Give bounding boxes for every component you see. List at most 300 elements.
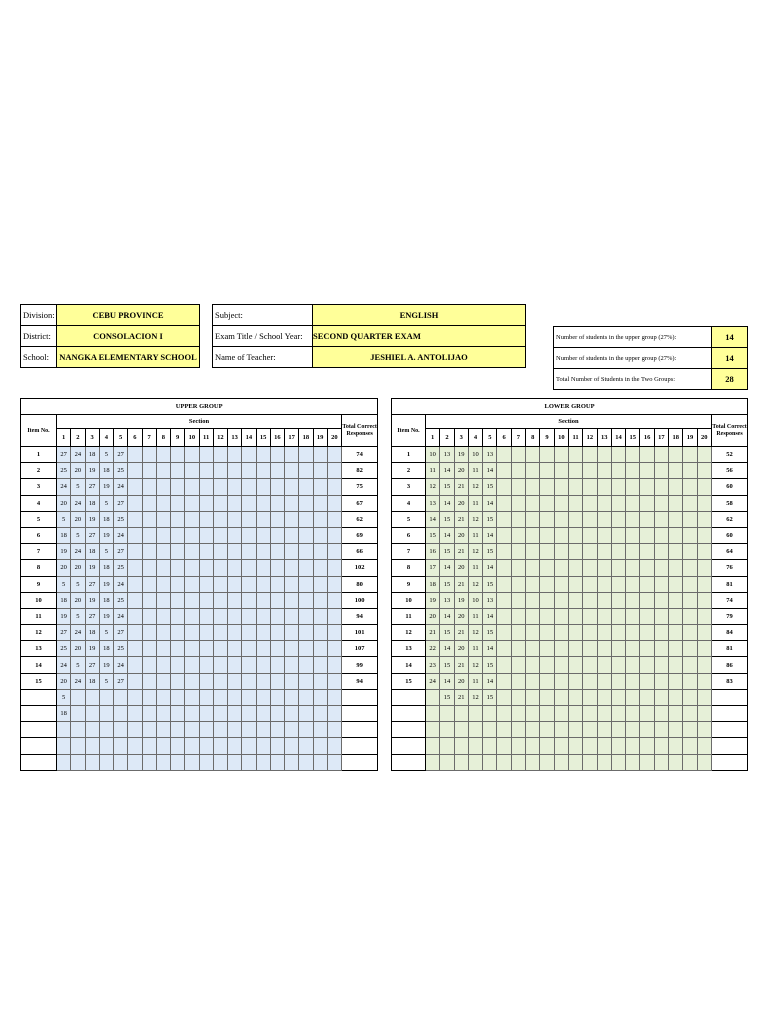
lower-score-cell[interactable] [583, 463, 597, 479]
lower-score-cell[interactable] [669, 738, 683, 754]
lower-score-cell[interactable] [511, 447, 525, 463]
lower-score-cell[interactable] [540, 463, 554, 479]
lower-score-cell[interactable] [583, 544, 597, 560]
upper-score-cell[interactable]: 27 [114, 625, 128, 641]
lower-score-cell[interactable] [554, 706, 568, 722]
lower-score-cell[interactable] [540, 560, 554, 576]
lower-score-cell[interactable] [640, 641, 654, 657]
upper-score-cell[interactable] [171, 641, 185, 657]
upper-score-cell[interactable] [213, 722, 227, 738]
upper-count-value[interactable]: 14 [712, 327, 748, 348]
lower-score-cell[interactable] [669, 479, 683, 495]
upper-score-cell[interactable]: 25 [114, 592, 128, 608]
upper-score-cell[interactable] [213, 495, 227, 511]
upper-score-cell[interactable]: 20 [71, 511, 85, 527]
lower-score-cell[interactable] [697, 738, 711, 754]
upper-score-cell[interactable] [228, 722, 242, 738]
upper-score-cell[interactable] [256, 576, 270, 592]
upper-score-cell[interactable] [156, 479, 170, 495]
upper-score-cell[interactable] [299, 608, 313, 624]
lower-score-cell[interactable]: 20 [454, 495, 468, 511]
lower-score-cell[interactable] [497, 479, 511, 495]
upper-score-cell[interactable]: 5 [71, 657, 85, 673]
upper-score-cell[interactable]: 27 [57, 447, 71, 463]
lower-score-cell[interactable] [540, 738, 554, 754]
upper-score-cell[interactable] [185, 592, 199, 608]
lower-score-cell[interactable]: 14 [440, 641, 454, 657]
lower-score-cell[interactable] [654, 511, 668, 527]
lower-score-cell[interactable] [540, 722, 554, 738]
lower-score-cell[interactable] [568, 560, 582, 576]
upper-score-cell[interactable] [242, 560, 256, 576]
upper-score-cell[interactable] [299, 657, 313, 673]
upper-score-cell[interactable] [285, 495, 299, 511]
lower-score-cell[interactable] [669, 576, 683, 592]
lower-score-cell[interactable] [511, 592, 525, 608]
lower-score-cell[interactable] [568, 689, 582, 705]
lower-score-cell[interactable] [640, 738, 654, 754]
lower-score-cell[interactable]: 14 [483, 463, 497, 479]
lower-score-cell[interactable] [497, 511, 511, 527]
upper-score-cell[interactable] [242, 673, 256, 689]
lower-score-cell[interactable] [640, 447, 654, 463]
lower-score-cell[interactable]: 15 [483, 479, 497, 495]
upper-score-cell[interactable] [142, 560, 156, 576]
lower-score-cell[interactable]: 15 [440, 479, 454, 495]
lower-score-cell[interactable] [640, 479, 654, 495]
upper-score-cell[interactable] [228, 608, 242, 624]
upper-score-cell[interactable] [270, 447, 284, 463]
lower-score-cell[interactable]: 14 [440, 463, 454, 479]
upper-score-cell[interactable] [270, 738, 284, 754]
lower-score-cell[interactable] [554, 544, 568, 560]
lower-score-cell[interactable]: 21 [454, 625, 468, 641]
upper-score-cell[interactable] [242, 527, 256, 543]
upper-score-cell[interactable]: 18 [57, 527, 71, 543]
upper-score-cell[interactable] [270, 722, 284, 738]
upper-score-cell[interactable] [242, 592, 256, 608]
lower-score-cell[interactable] [640, 706, 654, 722]
upper-score-cell[interactable] [242, 463, 256, 479]
upper-score-cell[interactable]: 24 [71, 447, 85, 463]
upper-score-cell[interactable] [213, 592, 227, 608]
upper-score-cell[interactable] [128, 479, 142, 495]
upper-score-cell[interactable] [142, 544, 156, 560]
upper-score-cell[interactable]: 19 [85, 511, 99, 527]
upper-score-cell[interactable]: 24 [57, 657, 71, 673]
lower-score-cell[interactable] [540, 641, 554, 657]
upper-score-cell[interactable] [156, 560, 170, 576]
lower-score-cell[interactable] [669, 560, 683, 576]
lower-score-cell[interactable] [468, 722, 482, 738]
upper-score-cell[interactable] [57, 722, 71, 738]
upper-score-cell[interactable] [142, 495, 156, 511]
upper-score-cell[interactable] [142, 592, 156, 608]
lower-score-cell[interactable] [526, 641, 540, 657]
lower-score-cell[interactable] [497, 592, 511, 608]
upper-score-cell[interactable] [199, 625, 213, 641]
upper-score-cell[interactable] [327, 479, 341, 495]
lower-score-cell[interactable] [597, 447, 611, 463]
upper-score-cell[interactable]: 18 [85, 544, 99, 560]
lower-score-cell[interactable] [683, 641, 697, 657]
upper-score-cell[interactable]: 18 [99, 511, 113, 527]
lower-score-cell[interactable]: 16 [426, 544, 440, 560]
upper-score-cell[interactable] [171, 544, 185, 560]
lower-score-cell[interactable] [483, 722, 497, 738]
lower-score-cell[interactable] [697, 447, 711, 463]
lower-score-cell[interactable]: 14 [440, 495, 454, 511]
lower-score-cell[interactable]: 21 [454, 479, 468, 495]
lower-score-cell[interactable] [611, 641, 625, 657]
upper-score-cell[interactable] [270, 608, 284, 624]
lower-score-cell[interactable] [597, 463, 611, 479]
lower-score-cell[interactable] [554, 592, 568, 608]
lower-score-cell[interactable] [454, 706, 468, 722]
upper-score-cell[interactable] [256, 673, 270, 689]
lower-score-cell[interactable] [626, 560, 640, 576]
upper-score-cell[interactable] [171, 463, 185, 479]
upper-score-cell[interactable] [171, 657, 185, 673]
upper-score-cell[interactable] [71, 689, 85, 705]
upper-score-cell[interactable] [228, 447, 242, 463]
upper-score-cell[interactable] [142, 722, 156, 738]
lower-score-cell[interactable] [497, 706, 511, 722]
lower-score-cell[interactable] [483, 754, 497, 770]
lower-score-cell[interactable] [511, 706, 525, 722]
upper-score-cell[interactable] [128, 592, 142, 608]
lower-score-cell[interactable] [611, 560, 625, 576]
upper-score-cell[interactable]: 5 [99, 544, 113, 560]
lower-score-cell[interactable] [683, 527, 697, 543]
lower-score-cell[interactable] [583, 738, 597, 754]
upper-score-cell[interactable] [199, 641, 213, 657]
lower-score-cell[interactable] [526, 689, 540, 705]
upper-score-cell[interactable]: 5 [99, 673, 113, 689]
lower-score-cell[interactable] [626, 738, 640, 754]
upper-score-cell[interactable] [114, 722, 128, 738]
upper-score-cell[interactable] [228, 527, 242, 543]
lower-score-cell[interactable] [669, 673, 683, 689]
upper-score-cell[interactable] [156, 544, 170, 560]
lower-score-cell[interactable] [611, 495, 625, 511]
upper-score-cell[interactable] [99, 754, 113, 770]
upper-score-cell[interactable]: 20 [57, 495, 71, 511]
lower-score-cell[interactable] [611, 608, 625, 624]
upper-score-cell[interactable] [171, 625, 185, 641]
lower-score-cell[interactable] [654, 463, 668, 479]
upper-score-cell[interactable] [285, 511, 299, 527]
upper-score-cell[interactable] [128, 560, 142, 576]
upper-score-cell[interactable] [213, 560, 227, 576]
upper-score-cell[interactable]: 24 [71, 495, 85, 511]
upper-score-cell[interactable] [199, 495, 213, 511]
upper-score-cell[interactable] [199, 673, 213, 689]
upper-score-cell[interactable] [313, 447, 327, 463]
lower-score-cell[interactable] [511, 495, 525, 511]
upper-score-cell[interactable] [313, 608, 327, 624]
lower-score-cell[interactable] [640, 527, 654, 543]
upper-score-cell[interactable] [185, 463, 199, 479]
lower-score-cell[interactable]: 14 [426, 511, 440, 527]
upper-score-cell[interactable] [242, 722, 256, 738]
lower-score-cell[interactable]: 14 [440, 608, 454, 624]
lower-score-cell[interactable] [568, 544, 582, 560]
upper-score-cell[interactable] [242, 706, 256, 722]
upper-score-cell[interactable] [285, 560, 299, 576]
upper-score-cell[interactable] [228, 625, 242, 641]
lower-score-cell[interactable] [669, 527, 683, 543]
upper-score-cell[interactable] [299, 706, 313, 722]
lower-score-cell[interactable] [526, 511, 540, 527]
upper-score-cell[interactable] [256, 754, 270, 770]
lower-score-cell[interactable] [540, 576, 554, 592]
upper-score-cell[interactable] [327, 625, 341, 641]
upper-score-cell[interactable] [171, 560, 185, 576]
upper-score-cell[interactable] [199, 738, 213, 754]
upper-score-cell[interactable]: 19 [99, 657, 113, 673]
lower-score-cell[interactable] [683, 706, 697, 722]
upper-score-cell[interactable] [199, 511, 213, 527]
lower-score-cell[interactable] [554, 495, 568, 511]
exam-value[interactable]: SECOND QUARTER EXAM [313, 326, 526, 347]
lower-score-cell[interactable] [568, 706, 582, 722]
lower-score-cell[interactable] [554, 447, 568, 463]
upper-score-cell[interactable] [99, 722, 113, 738]
lower-score-cell[interactable] [640, 560, 654, 576]
lower-score-cell[interactable] [583, 722, 597, 738]
upper-score-cell[interactable] [199, 608, 213, 624]
upper-score-cell[interactable] [228, 511, 242, 527]
upper-score-cell[interactable]: 18 [99, 560, 113, 576]
upper-score-cell[interactable] [270, 592, 284, 608]
lower-score-cell[interactable] [554, 673, 568, 689]
upper-score-cell[interactable]: 27 [114, 447, 128, 463]
lower-score-cell[interactable] [697, 495, 711, 511]
lower-score-cell[interactable] [669, 722, 683, 738]
upper-score-cell[interactable] [185, 608, 199, 624]
upper-score-cell[interactable]: 27 [85, 608, 99, 624]
lower-score-cell[interactable] [626, 592, 640, 608]
upper-score-cell[interactable]: 20 [57, 560, 71, 576]
lower-score-cell[interactable] [511, 754, 525, 770]
upper-score-cell[interactable] [185, 511, 199, 527]
lower-score-cell[interactable] [483, 738, 497, 754]
upper-score-cell[interactable] [71, 754, 85, 770]
upper-score-cell[interactable] [242, 495, 256, 511]
upper-score-cell[interactable] [128, 657, 142, 673]
lower-score-cell[interactable] [583, 625, 597, 641]
division-value[interactable]: CEBU PROVINCE [57, 305, 200, 326]
upper-score-cell[interactable] [199, 560, 213, 576]
upper-score-cell[interactable] [128, 495, 142, 511]
upper-score-cell[interactable] [327, 511, 341, 527]
lower-score-cell[interactable]: 15 [483, 576, 497, 592]
upper-score-cell[interactable] [156, 641, 170, 657]
upper-score-cell[interactable] [228, 641, 242, 657]
lower-score-cell[interactable]: 23 [426, 657, 440, 673]
upper-score-cell[interactable]: 5 [57, 511, 71, 527]
lower-score-cell[interactable] [554, 738, 568, 754]
upper-score-cell[interactable] [228, 706, 242, 722]
upper-score-cell[interactable] [71, 706, 85, 722]
upper-score-cell[interactable] [327, 754, 341, 770]
lower-score-cell[interactable]: 21 [426, 625, 440, 641]
upper-score-cell[interactable] [299, 625, 313, 641]
lower-score-cell[interactable] [554, 641, 568, 657]
upper-score-cell[interactable]: 18 [85, 625, 99, 641]
upper-score-cell[interactable] [213, 447, 227, 463]
upper-score-cell[interactable] [299, 738, 313, 754]
upper-score-cell[interactable] [213, 576, 227, 592]
lower-score-cell[interactable] [697, 722, 711, 738]
upper-score-cell[interactable] [270, 689, 284, 705]
lower-score-cell[interactable] [526, 706, 540, 722]
upper-score-cell[interactable]: 18 [99, 463, 113, 479]
upper-score-cell[interactable] [199, 706, 213, 722]
upper-score-cell[interactable] [256, 527, 270, 543]
lower-score-cell[interactable] [654, 754, 668, 770]
upper-score-cell[interactable] [327, 592, 341, 608]
lower-score-cell[interactable]: 11 [468, 673, 482, 689]
upper-score-cell[interactable] [242, 641, 256, 657]
upper-score-cell[interactable]: 20 [57, 673, 71, 689]
lower-score-cell[interactable] [526, 495, 540, 511]
lower-score-cell[interactable]: 13 [440, 447, 454, 463]
upper-score-cell[interactable] [313, 592, 327, 608]
lower-score-cell[interactable] [654, 576, 668, 592]
lower-score-cell[interactable] [597, 576, 611, 592]
lower-score-cell[interactable] [683, 673, 697, 689]
upper-score-cell[interactable] [199, 447, 213, 463]
lower-score-cell[interactable] [554, 560, 568, 576]
upper-score-cell[interactable] [313, 544, 327, 560]
lower-score-cell[interactable] [526, 544, 540, 560]
upper-score-cell[interactable] [228, 479, 242, 495]
lower-score-cell[interactable] [597, 722, 611, 738]
upper-score-cell[interactable] [256, 738, 270, 754]
upper-score-cell[interactable]: 27 [85, 657, 99, 673]
lower-score-cell[interactable]: 20 [454, 527, 468, 543]
lower-score-cell[interactable] [640, 754, 654, 770]
lower-score-cell[interactable] [640, 625, 654, 641]
upper-score-cell[interactable]: 20 [71, 463, 85, 479]
lower-score-cell[interactable] [583, 754, 597, 770]
upper-score-cell[interactable] [285, 689, 299, 705]
lower-score-cell[interactable] [611, 754, 625, 770]
lower-score-cell[interactable] [626, 527, 640, 543]
lower-score-cell[interactable]: 14 [483, 495, 497, 511]
lower-score-cell[interactable] [583, 495, 597, 511]
upper-score-cell[interactable] [299, 560, 313, 576]
lower-score-cell[interactable] [511, 738, 525, 754]
upper-score-cell[interactable] [199, 576, 213, 592]
lower-score-cell[interactable] [669, 706, 683, 722]
upper-score-cell[interactable]: 24 [114, 657, 128, 673]
lower-score-cell[interactable] [626, 657, 640, 673]
lower-score-cell[interactable]: 17 [426, 560, 440, 576]
lower-score-cell[interactable] [468, 738, 482, 754]
upper-score-cell[interactable]: 20 [71, 560, 85, 576]
upper-score-cell[interactable] [299, 527, 313, 543]
lower-score-cell[interactable] [597, 608, 611, 624]
lower-score-cell[interactable] [683, 738, 697, 754]
lower-score-cell[interactable] [697, 625, 711, 641]
lower-score-cell[interactable] [626, 641, 640, 657]
upper-score-cell[interactable] [270, 706, 284, 722]
upper-score-cell[interactable] [185, 495, 199, 511]
upper-score-cell[interactable] [128, 576, 142, 592]
lower-score-cell[interactable] [497, 608, 511, 624]
upper-score-cell[interactable] [156, 689, 170, 705]
upper-score-cell[interactable] [171, 479, 185, 495]
upper-score-cell[interactable] [213, 641, 227, 657]
lower-score-cell[interactable] [526, 447, 540, 463]
upper-score-cell[interactable] [199, 527, 213, 543]
upper-score-cell[interactable]: 27 [85, 527, 99, 543]
upper-score-cell[interactable] [256, 641, 270, 657]
upper-score-cell[interactable]: 5 [71, 576, 85, 592]
upper-score-cell[interactable] [185, 641, 199, 657]
lower-score-cell[interactable] [454, 738, 468, 754]
lower-score-cell[interactable] [654, 641, 668, 657]
lower-score-cell[interactable] [583, 576, 597, 592]
lower-score-cell[interactable]: 11 [426, 463, 440, 479]
lower-score-cell[interactable] [626, 754, 640, 770]
upper-score-cell[interactable] [185, 689, 199, 705]
lower-score-cell[interactable] [597, 673, 611, 689]
lower-score-cell[interactable]: 21 [454, 657, 468, 673]
lower-score-cell[interactable] [497, 625, 511, 641]
lower-score-cell[interactable] [583, 673, 597, 689]
upper-score-cell[interactable] [213, 608, 227, 624]
lower-score-cell[interactable] [597, 592, 611, 608]
school-value[interactable]: NANGKA ELEMENTARY SCHOOL [57, 347, 200, 368]
lower-score-cell[interactable] [654, 722, 668, 738]
upper-score-cell[interactable] [185, 657, 199, 673]
upper-score-cell[interactable] [256, 447, 270, 463]
lower-score-cell[interactable] [568, 576, 582, 592]
upper-score-cell[interactable] [256, 479, 270, 495]
upper-score-cell[interactable]: 5 [71, 527, 85, 543]
lower-score-cell[interactable] [454, 722, 468, 738]
lower-score-cell[interactable] [583, 689, 597, 705]
upper-score-cell[interactable] [313, 625, 327, 641]
upper-score-cell[interactable] [327, 673, 341, 689]
upper-score-cell[interactable]: 25 [114, 641, 128, 657]
upper-score-cell[interactable]: 18 [85, 673, 99, 689]
lower-score-cell[interactable]: 20 [426, 608, 440, 624]
lower-score-cell[interactable] [683, 754, 697, 770]
upper-score-cell[interactable] [142, 641, 156, 657]
lower-score-cell[interactable] [683, 608, 697, 624]
upper-score-cell[interactable]: 5 [57, 576, 71, 592]
lower-score-cell[interactable] [683, 560, 697, 576]
lower-score-cell[interactable] [540, 544, 554, 560]
lower-score-cell[interactable]: 20 [454, 641, 468, 657]
upper-score-cell[interactable]: 19 [99, 576, 113, 592]
upper-score-cell[interactable] [185, 447, 199, 463]
upper-score-cell[interactable] [185, 527, 199, 543]
lower-score-cell[interactable] [468, 754, 482, 770]
lower-score-cell[interactable]: 21 [454, 576, 468, 592]
upper-score-cell[interactable] [242, 479, 256, 495]
lower-score-cell[interactable] [683, 495, 697, 511]
upper-score-cell[interactable]: 24 [114, 608, 128, 624]
upper-score-cell[interactable] [285, 447, 299, 463]
upper-score-cell[interactable] [171, 754, 185, 770]
lower-score-cell[interactable] [497, 527, 511, 543]
